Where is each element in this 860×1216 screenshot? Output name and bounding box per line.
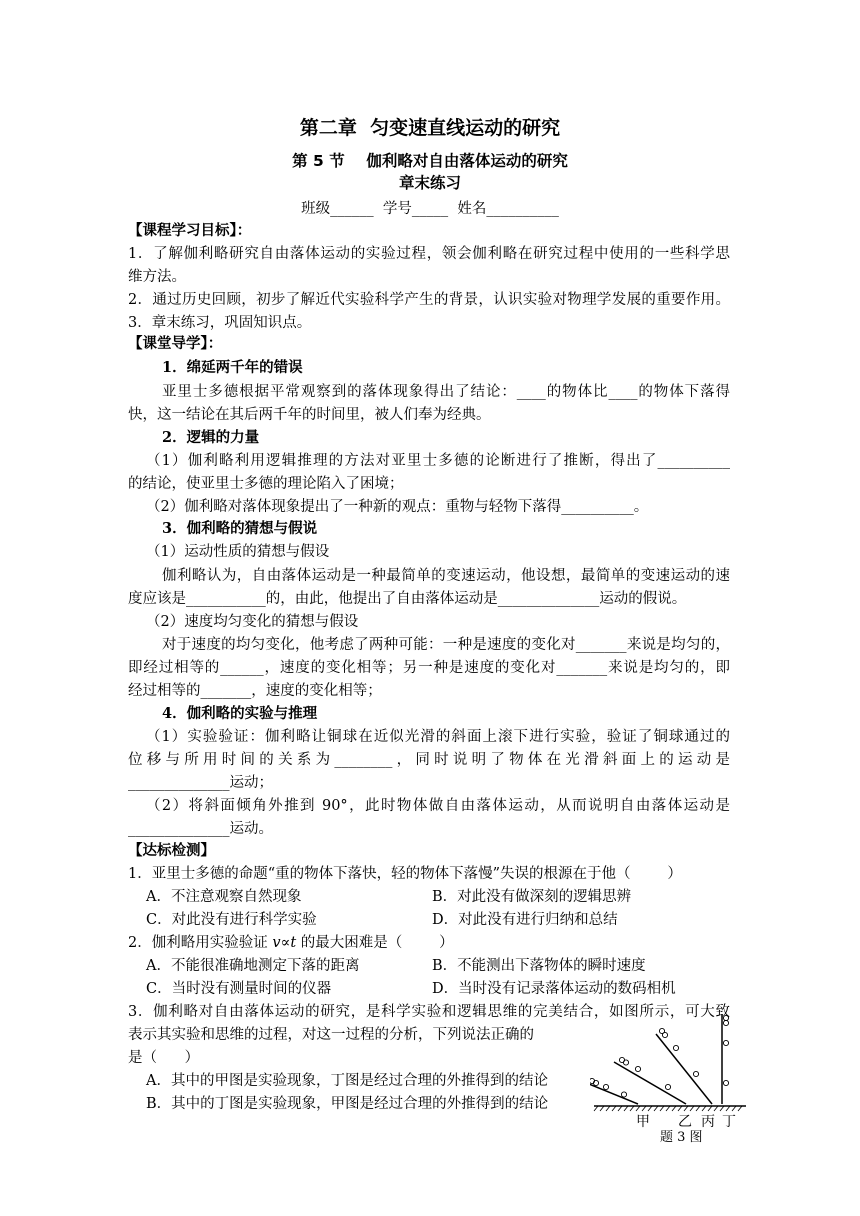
goal-1-line-2: 维方法。 <box>128 269 186 285</box>
inclined-plane-figure <box>590 1010 750 1120</box>
guide-section-3-line-4: 即经过相等的______，速度的变化相等；另一种是速度的变化对_______来说是均匀的，即 <box>128 660 730 676</box>
question-2 <box>128 933 454 953</box>
question-1-option-a: A．不注意观察自然现象 <box>146 889 302 905</box>
figure-caption: 题 3 图 <box>660 1130 703 1145</box>
question-2-option-a: A．不能很准确地测定下落的距离 <box>146 958 360 974</box>
figure-label-ding: 丁 <box>722 1114 736 1130</box>
test-heading: 【达标检测】 <box>128 842 215 859</box>
guide-section-4-line-3: ______________运动； <box>128 775 273 791</box>
guide-section-4-line-1: （1）实验验证：伽利略让铜球在近似光滑的斜面上滚下进行实验，验证了铜球通过的 <box>146 729 730 745</box>
question-2-option-c: C．当时没有测量时间的仪器 <box>146 981 332 997</box>
figure-label-bing: 丙 <box>701 1114 715 1130</box>
question-1-option-b: B．对此没有做深刻的逻辑思辨 <box>432 889 632 905</box>
chapter-title: 第二章 匀变速直线运动的研究 <box>299 117 561 139</box>
guide-section-4-line-4: （2）将斜面倾角外推到 90°，此时物体做自由落体运动，从而说明自由落体运动是 <box>146 798 730 814</box>
question-3-line-3: 是（ ） <box>128 1050 200 1066</box>
guide-section-4-line-2: 位移与所用时间的关系为________，同时说明了物体在光滑斜面上的运动是 <box>128 752 730 768</box>
guide-section-2-title: 2．逻辑的力量 <box>162 429 260 446</box>
goal-2: 2．通过历史回顾，初步了解近代实验科学产生的背景，认识实验对物理学发展的重要作用。 <box>128 292 730 308</box>
question-2-option-b: B．不能测出下落物体的瞬时速度 <box>432 958 646 974</box>
question-1-option-d: D．对此没有进行归纳和总结 <box>432 912 618 928</box>
guide-section-3-heading-1: （1）运动性质的猜想与假设 <box>146 544 330 560</box>
guide-section-2-line-2: 的结论，使亚里士多德的理论陷入了困境； <box>128 476 404 492</box>
guide-section-3-line-3: 对于速度的均匀变化，他考虑了两种可能：一种是速度的变化对_______来说是均匀的， <box>162 637 730 653</box>
question-3-option-a: A．其中的甲图是实验现象，丁图是经过合理的外推得到的结论 <box>146 1073 548 1089</box>
figure-label-yi: 乙 <box>678 1114 692 1130</box>
figure-label-jia: 甲 <box>636 1114 650 1130</box>
guide-section-3-title: 3．伽利略的猜想与假说 <box>162 520 318 537</box>
guide-section-3-line-5: 经过相等的_______，速度的变化相等； <box>128 683 382 699</box>
guide-section-4-line-5: ______________运动。 <box>128 821 273 837</box>
question-2-v-symbol: v <box>272 935 281 951</box>
guide-section-4-title: 4．伽利略的实验与推理 <box>162 705 318 722</box>
guide-section-1-line-2: 快，这一结论在其后两千年的时间里，被人们奉为经典。 <box>128 407 491 423</box>
question-1-option-c: C．对此没有进行科学实验 <box>146 912 317 928</box>
question-3-option-b: B．其中的丁图是实验现象，甲图是经过合理的外推得到的结论 <box>146 1096 549 1112</box>
question-1: 1．亚里士多德的命题“重的物体下落快，轻的物体下落慢”失误的根源在于他（ ） <box>128 866 682 882</box>
plane-ding <box>722 1014 729 1104</box>
question-2-prefix: 2．伽利略用实验验证 <box>128 935 273 951</box>
question-2-proportional-symbol: ∝ <box>280 935 291 951</box>
guide-section-2-line-1: （1）伽利略利用逻辑推理的方法对亚里士多德的论断进行了推断，得出了__________ <box>146 453 730 469</box>
question-3-line-1: 3．伽利略对自由落体运动的研究，是科学实验和逻辑思维的完美结合，如图所示，可大致 <box>128 1004 730 1020</box>
student-info-line: 班级______ 学号_____ 姓名__________ <box>301 201 559 217</box>
goal-1-line-1: 1．了解伽利略研究自由落体运动的实验过程，领会伽利略在研究过程中使用的一些科学思 <box>128 246 730 262</box>
guide-section-1-title: 1．绵延两千年的错误 <box>162 359 303 376</box>
guide-section-3-line-2: 度应该是___________的，由此，他提出了自由落体运动是______________运动的假说。 <box>128 591 687 607</box>
goals-heading: 【课程学习目标】： <box>128 222 252 239</box>
question-2-option-d: D．当时没有记录落体运动的数码相机 <box>432 981 676 997</box>
guide-section-2-line-3: （2）伽利略对落体现象提出了一种新的观点：重物与轻物下落得__________。 <box>146 499 649 515</box>
question-2-suffix: 的最大困难是（ ） <box>296 935 454 951</box>
plane-bing <box>656 1028 712 1104</box>
question-2-t-symbol: t <box>290 935 297 951</box>
goal-3: 3．章末练习，巩固知识点。 <box>128 315 312 331</box>
question-3-line-2: 表示其实验和思维的过程，对这一过程的分析，下列说法正确的 <box>128 1027 534 1043</box>
plane-jia <box>590 1078 638 1104</box>
guide-heading: 【课堂导学】： <box>128 335 223 352</box>
section-subtitle: 章末练习 <box>398 174 461 192</box>
guide-section-1-line-1: 亚里士多德根据平常观察到的落体现象得出了结论：____的物体比____的物体下落得 <box>162 384 730 400</box>
guide-section-3-line-1: 伽利略认为，自由落体运动是一种最简单的变速运动，他设想，最简单的变速运动的速 <box>162 568 730 584</box>
section-title: 第 5 节 伽利略对自由落体运动的研究 <box>292 152 568 170</box>
guide-section-3-heading-2: （2）速度均匀变化的猜想与假设 <box>146 614 359 630</box>
